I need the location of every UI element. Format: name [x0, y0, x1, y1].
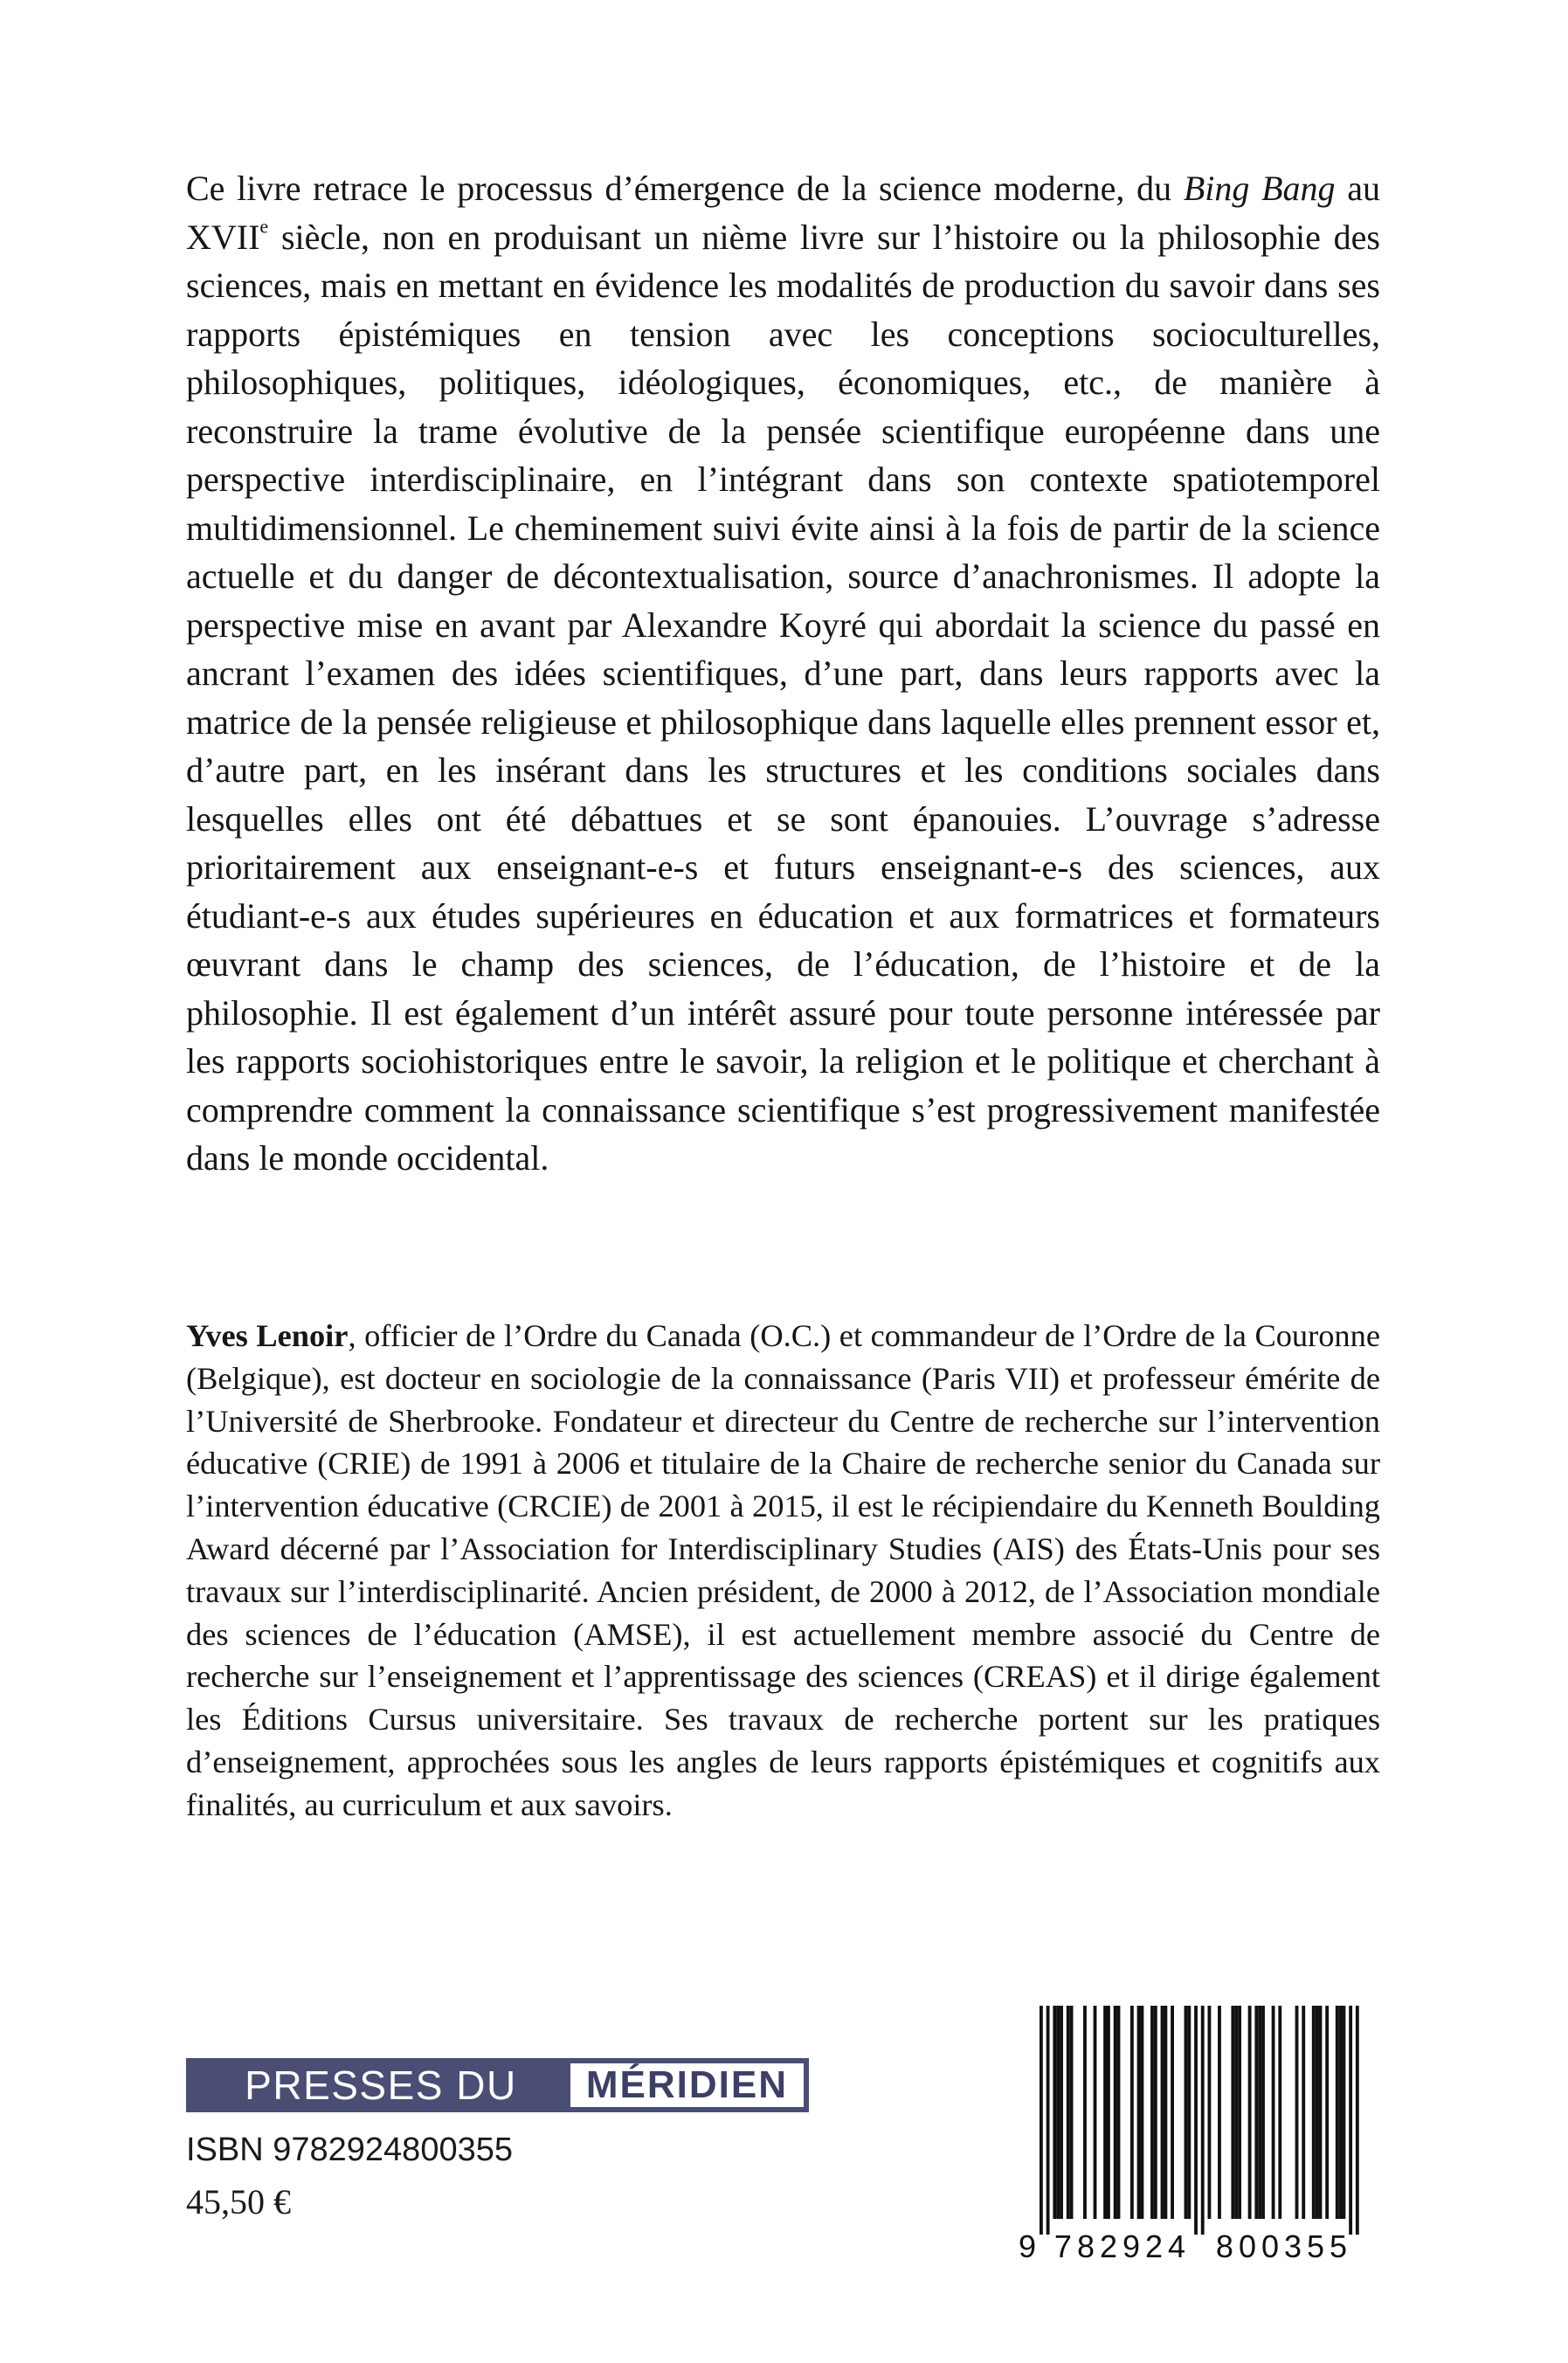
barcode-bar — [1094, 2006, 1097, 2219]
barcode-bar — [1187, 2006, 1191, 2219]
price-text: 45,50 € — [186, 2182, 291, 2221]
barcode-bar — [1130, 2006, 1134, 2219]
barcode-bar — [1302, 2006, 1305, 2219]
barcode-bar — [1067, 2006, 1070, 2219]
barcode-bar — [1103, 2006, 1107, 2219]
barcode-bar — [1141, 2006, 1144, 2219]
barcode-bars — [1040, 2006, 1359, 2235]
barcode-bar — [1117, 2006, 1121, 2219]
barcode-digits-left: 782924 — [1053, 2228, 1192, 2264]
barcode — [1013, 2002, 1380, 2264]
book-summary — [186, 164, 1380, 1183]
barcode-bar — [1254, 2006, 1258, 2219]
barcode-bar — [1325, 2006, 1329, 2219]
barcode-bar — [1272, 2006, 1275, 2219]
barcode-bar — [1137, 2006, 1141, 2219]
author-name: Yves Lenoir — [186, 1318, 349, 1353]
barcode-bar — [1070, 2006, 1074, 2219]
barcode-bar — [1312, 2006, 1316, 2219]
isbn-text: ISBN 9782924800355 — [186, 2132, 513, 2168]
author-bio — [186, 1315, 1380, 1827]
publisher-logo-right: MÉRIDIEN — [570, 2063, 804, 2107]
barcode-bar — [1319, 2006, 1323, 2219]
barcode-bar — [1114, 2006, 1117, 2219]
barcode-bar — [1150, 2006, 1154, 2219]
barcode-bar — [1349, 2006, 1352, 2235]
barcode-bar — [1201, 2006, 1205, 2235]
barcode-bar — [1164, 2006, 1167, 2219]
publisher-logo-left: PRESSES DU — [245, 2062, 517, 2108]
barcode-bar — [1194, 2006, 1198, 2235]
barcode-bar — [1218, 2006, 1221, 2219]
summary-italic-bing-bang: Bing Bang — [1183, 169, 1336, 208]
barcode-bar — [1248, 2006, 1252, 2219]
barcode-bar — [1053, 2006, 1056, 2219]
barcode-bar — [1107, 2006, 1110, 2219]
barcode-bar — [1339, 2006, 1343, 2219]
barcode-digit-prefix: 9 — [1019, 2228, 1037, 2264]
summary-text-2: au XVII — [186, 169, 1380, 257]
summary-text-1: Ce livre retrace le processus d’émergence de la science moderne, du — [186, 169, 1184, 208]
barcode-bar — [1185, 2006, 1188, 2219]
summary-text-3: siècle, non en produisant un nième livre sur l’histoire ou la philosophie des sciences, mais en mettant en évidence les modalités de production du savoir dans ses rapports épistémiques en tension avec les conceptions socioculturelles, philosophiques, politiques, idéologiques, économiques, etc., de manière à reconstruire la trame évolutive de la pensée scientifique européenne dans une perspective interdisciplinaire, en l’intégrant dans son contexte spatiotemporel multidimensionnel. Le cheminement suivi évite ainsi à la fois de partir de la science actuelle et du danger de décontextualisation, source d’anachronismes. Il adopte la perspective mise en avant par Alexandre Koyré qui abordait la science du passé en ancrant l’examen des idées scientifiques, d’une part, dans leurs rapports avec la matrice de la pensée religieuse et philosophique dans laquelle elles prennent essor et, d’autre part, en les insérant dans les structures et les conditions sociales dans lesquelles elles ont été débattues et se sont épanouies. L’ouvrage s’adresse prioritairement aux enseignant-e-s et futurs enseignant-e-s des sciences, aux étudiant-e-s aux études supérieures en éducation et aux formatrices et formateurs œuvrant dans le champ des sciences, de l’éducation, de l’histoire et de la philosophie. Il est également d’un intérêt assuré pour toute personne intéressée par les rapports sociohistoriques entre le savoir, la religion et le politique et cherchant à comprendre comment la connaissance scientifique s’est progressivement manifestée dans le monde occidental. — [186, 217, 1380, 1178]
barcode-bar — [1046, 2006, 1050, 2235]
barcode-digits-right: 800355 — [1215, 2228, 1353, 2264]
barcode-bar — [1060, 2006, 1063, 2219]
barcode-bar — [1234, 2006, 1238, 2219]
barcode-bar — [1316, 2006, 1319, 2219]
barcode-bar — [1040, 2006, 1043, 2235]
publisher-logo — [186, 2058, 809, 2112]
barcode-bar — [1295, 2006, 1299, 2219]
barcode-bar — [1056, 2006, 1060, 2219]
barcode-bar — [1258, 2006, 1261, 2219]
barcode-bar — [1343, 2006, 1346, 2219]
summary-century-superscript: e — [259, 214, 269, 237]
barcode-bar — [1161, 2006, 1164, 2219]
barcode-bar — [1083, 2006, 1087, 2219]
barcode-bar — [1336, 2006, 1339, 2219]
barcode-bar — [1171, 2006, 1174, 2219]
barcode-bar — [1356, 2006, 1359, 2235]
barcode-bar — [1208, 2006, 1212, 2219]
barcode-bar — [1238, 2006, 1241, 2219]
barcode-bar — [1231, 2006, 1234, 2219]
barcode-bar — [1261, 2006, 1265, 2219]
author-bio-text: , officier de l’Ordre du Canada (O.C.) et commandeur de l’Ordre de la Couronne (Belgique), est docteur en sociologie de la connaissance (Paris VII) et professeur émérite de l’Université de Sherbrooke. Fondateur et directeur du Centre de recherche sur l’intervention éducative (CRIE) de 1991 à 2006 et titulaire de la Chaire de recherche senior du Canada sur l’intervention éducative (CRCIE) de 2001 à 2015, il est le récipiendaire du Kenneth Boulding Award décerné par l’Association for Interdisciplinary Studies (AIS) des États-Unis pour ses travaux sur l’interdisciplinarité. Ancien président, de 2000 à 2012, de l’Association mondiale des sciences de l’éducation (AMSE), il est actuellement membre associé du Centre de recherche sur l’enseignement et l’apprentissage des sciences (CREAS) et il dirige également les Éditions Cursus universitaire. Ses travaux de recherche portent sur les pratiques d’enseignement, approchées sous les angles de leurs rapports épistémiques et cognitifs aux finalités, au curriculum et aux savoirs. — [186, 1318, 1380, 1822]
barcode-bar — [1278, 2006, 1281, 2219]
barcode-bar — [1154, 2006, 1157, 2219]
